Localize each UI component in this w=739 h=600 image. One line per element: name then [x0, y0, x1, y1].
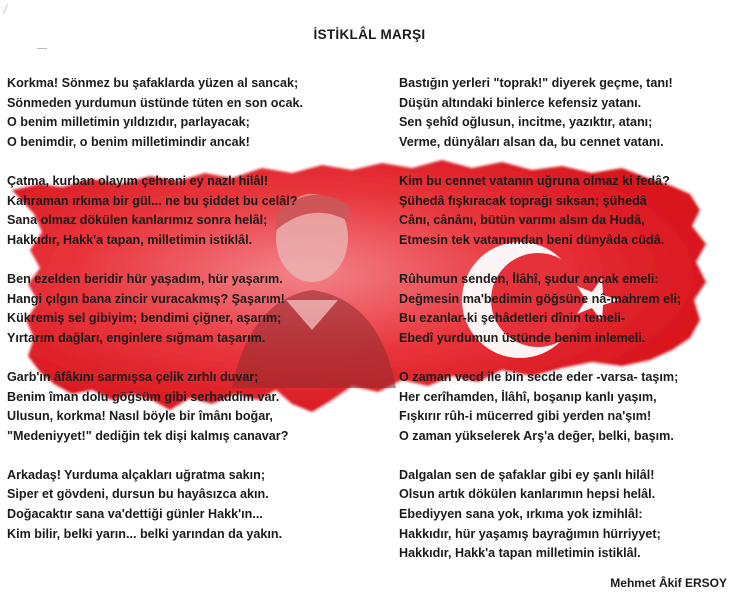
verse-line: Etmesin tek vatanımdan beni dünyâda cüdâ. — [399, 232, 665, 247]
verse-line: Sen şehîd oğlusun, incitme, yazıktır, atanı; — [399, 115, 653, 130]
verse-line: Düşün altındaki binlerce kefensiz yatanı. — [399, 95, 642, 110]
verse-line: Çatma, kurban olayım çehreni ey nazlı hilâl! — [7, 173, 269, 188]
verse-line: Benim îman dolu göğsüm gibi serhaddim var. — [7, 389, 280, 404]
scan-mark — [37, 48, 47, 49]
verse-line: O benim milletimin yıldızıdır, parlayacak; — [7, 115, 250, 130]
verse-line: Kim bilir, belki yarın... belki yarından da yakın. — [7, 526, 283, 541]
verse-line: Hakkıdır, Hakk'a tapan milletimin istiklâl. — [399, 546, 641, 561]
verse-line: Cânı, cânânı, bütün varımı alsın da Hudâ, — [399, 213, 645, 228]
stanza — [399, 270, 737, 348]
stanza — [7, 270, 382, 348]
stanza — [399, 368, 737, 446]
verse-line: Kim bu cennet vatanın uğruna olmaz ki fedâ? — [399, 173, 670, 188]
stanza — [7, 74, 382, 152]
verse-line: Garb'ın âfâkını sarmışsa çelik zırhlı duvar; — [7, 369, 259, 384]
verse-line: Yırtarım dağları, enginlere sığmam taşarım. — [7, 330, 266, 345]
stanza — [399, 466, 737, 564]
stanza — [399, 172, 737, 250]
verse-line: Doğacaktır sana va'dettiği günler Hakk'ın... — [7, 507, 263, 522]
stanza — [7, 466, 382, 544]
verse-line: Siper et gövdeni, dursun bu hayâsızca akın. — [7, 487, 269, 502]
verse-line: Verme, dünyâları alsan da, bu cennet vatanı. — [399, 134, 664, 149]
verse-line: Kükremiş sel gibiyim; bendimi çiğner, aşarım; — [7, 311, 282, 326]
verse-line: Fışkırır rûh-i mücerred gibi yerden na'şım! — [399, 409, 652, 424]
verse-line: Olsun artık dökülen kanlarımın hepsi helâl. — [399, 487, 656, 502]
stanza — [399, 74, 737, 152]
verse-line: Arkadaş! Yurduma alçakları uğratma sakın; — [7, 467, 266, 482]
verse-line: "Medeniyyet!" dediğin tek dişi kalmış canavar? — [7, 428, 289, 443]
author-signature: Mehmet Âkif ERSOY — [610, 576, 727, 590]
right-column — [399, 74, 737, 583]
verse-line: Bastığın yerleri "toprak!" diyerek geçme, tanı! — [399, 76, 673, 90]
page-title: İSTİKLÂL MARŞI — [313, 27, 426, 42]
verse-line: Sana olmaz dökülen kanlarımız sonra helâl; — [7, 213, 268, 228]
verse-line: Kahraman ırkıma bir gül... ne bu şiddet bu celâl? — [7, 193, 298, 208]
verse-line: Şühedâ fışkıracak toprağı sıksan; şühedâ — [399, 193, 647, 208]
stanza — [7, 172, 382, 250]
verse-line: Rûhumun senden, İlâhî, şudur ancak emeli: — [399, 271, 659, 286]
verse-line: Ebediyyen sana yok, ırkıma yok izmihlâl: — [399, 507, 643, 522]
verse-line: O zaman yükselerek Arş'a değer, belki, başım. — [399, 428, 674, 443]
verse-line: Ebedî yurdumun üstünde benim inlemeli. — [399, 330, 646, 345]
verse-line: Ben ezelden beridir hür yaşadım, hür yaşarım. — [7, 271, 283, 286]
verse-line: Hakkıdır, Hakk'a tapan, milletimin istiklâl. — [7, 232, 253, 247]
verse-line: O zaman vecd ile bin secde eder -varsa- taşım; — [399, 369, 679, 384]
verse-line: Ulusun, korkma! Nasıl böyle bir îmânı boğar, — [7, 409, 273, 424]
verse-line: Bu ezanlar-ki şehâdetleri dînin temeli- — [399, 311, 626, 326]
verse-line: Değmesin ma'bedimin göğsüne nâ-mahrem eli; — [399, 291, 682, 306]
stanza — [7, 368, 382, 446]
verse-line: Hangi çılgın bana zincir vuracakmış? Şaşarım! — [7, 291, 285, 306]
verse-line: Her cerîhamden, İlâhî, boşanıp kanlı yaşım, — [399, 389, 657, 404]
verse-line: Sönmeden yurdumun üstünde tüten en son ocak. — [7, 95, 303, 110]
verse-line: O benimdir, o benim milletimindir ancak! — [7, 134, 250, 149]
left-column — [7, 74, 382, 564]
verse-line: Hakkıdır, hür yaşamış bayrağımın hürriyyet; — [399, 526, 661, 541]
verse-line: Dalgalan sen de şafaklar gibi ey şanlı hilâl! — [399, 467, 655, 482]
verse-line: Korkma! Sönmez bu şafaklarda yüzen al sancak; — [7, 76, 299, 90]
